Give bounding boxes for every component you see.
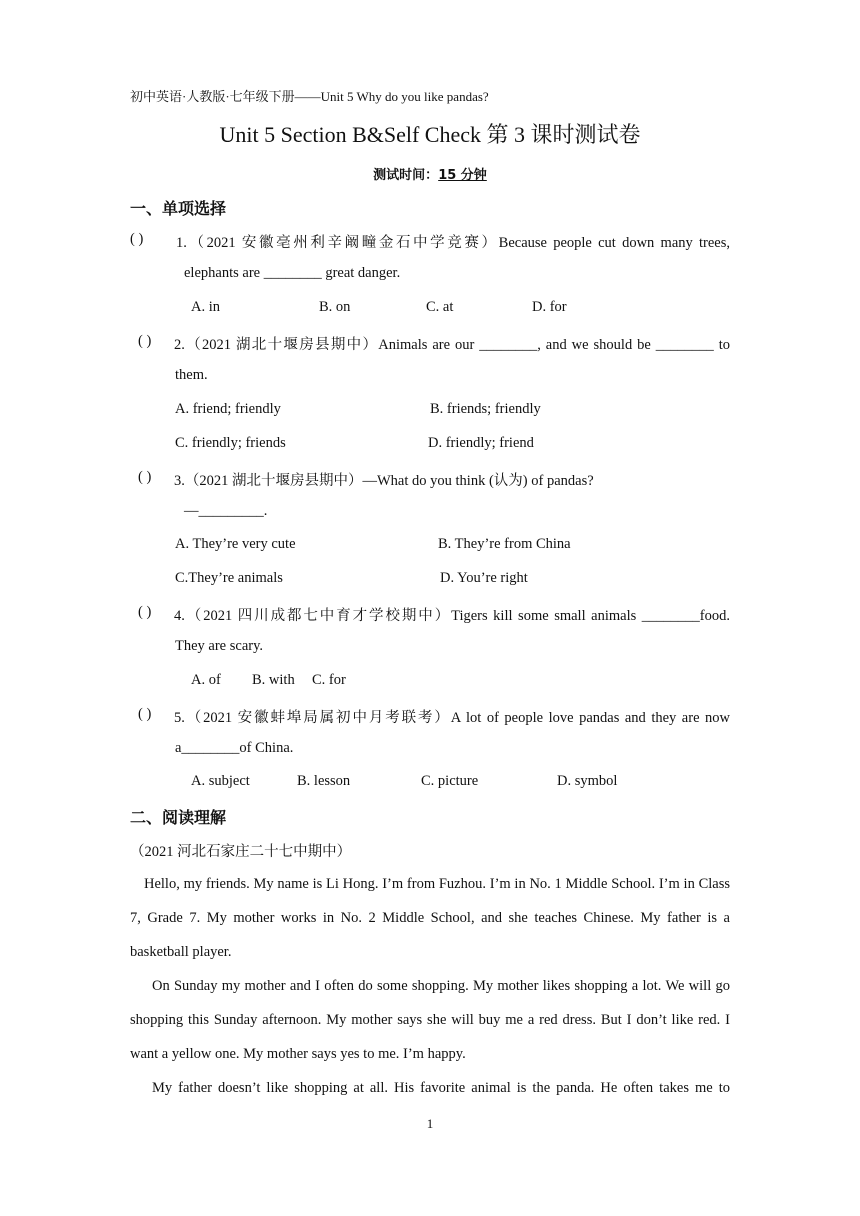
option: D. symbol [557,773,618,789]
option: C.They’re animals [175,570,283,586]
option: A. friend; friendly [175,401,281,417]
reading-source: （2021 河北石家庄二十七中期中） [130,844,352,860]
section-heading-reading: 二、阅读理解 [130,808,227,827]
question-5-line2: a________of China. [175,740,294,756]
answer-paren[interactable]: ( ) [138,469,152,485]
page-number: 1 [426,1116,434,1131]
option: B. with [252,672,295,688]
option: C. for [312,672,346,688]
option: A. subject [191,773,250,789]
answer-paren[interactable]: ( ) [130,231,144,247]
option: B. They’re from China [438,536,571,552]
question-2-line2: them. [175,367,208,383]
question-1-line2: elephants are ________ great danger. [184,265,401,281]
option: C. picture [421,773,479,789]
option: D. You’re right [440,570,528,586]
question-1-line1: 1.（2021 安徽亳州利辛阚疃金石中学竞赛）Because people cut down many trees, [176,235,730,251]
question-3-line1: 3.（2021 湖北十堰房县期中）—What do you think (认为) of pandas? [174,473,594,489]
question-4-line1: 4.（2021 四川成都七中育才学校期中）Tigers kill some small animals ________food. [174,608,730,624]
test-time-label: 测试时间： [373,168,439,183]
question-5-line1: 5.（2021 安徽蚌埠局属初中月考联考）A lot of people love pandas and they are now [174,710,730,726]
page-header: 初中英语·人教版·七年级下册——Unit 5 Why do you like pandas? [130,89,489,104]
option: C. friendly; friends [175,435,286,451]
option: B. on [319,299,351,315]
option: A. They’re very cute [175,536,296,552]
option: B. friends; friendly [430,401,541,417]
option: D. friendly; friend [428,435,534,451]
question-2-line1: 2.（2021 湖北十堰房县期中）Animals are our ________, and we should be ________ to [174,337,730,353]
page-title: Unit 5 Section B&Self Check 第 3 课时测试卷 [219,122,641,147]
reading-paragraph-1: Hello, my friends. My name is Li Hong. I’m from Fuzhou. I’m in No. 1 Middle School. I’m in Class 7, Grade 7. My mother works in No. 2 Middle School, and she teaches Chinese. My father is a basketball player. [130,876,730,960]
answer-paren[interactable]: ( ) [138,604,152,620]
answer-paren[interactable]: ( ) [138,706,152,722]
option: C. at [426,299,454,315]
option: D. for [532,299,567,315]
option: B. lesson [297,773,351,789]
option: A. in [191,299,220,315]
question-3-line2: —_________. [184,503,268,519]
test-time-value: 15 分钟 [438,168,487,183]
reading-paragraph-2: On Sunday my mother and I often do some shopping. My mother likes shopping a lot. We will go shopping this Sunday afternoon. My mother says she will buy me a red dress. But I don’t like red. I want a yellow one. My mother says yes to me. I’m happy. [130,978,730,1062]
section-heading-choice: 一、单项选择 [130,199,227,218]
option: A. of [191,672,221,688]
answer-paren[interactable]: ( ) [138,333,152,349]
test-time [0,164,860,183]
reading-paragraph-3: My father doesn’t like shopping at all. His favorite animal is the panda. He often takes me to [152,1080,730,1096]
question-4-line2: They are scary. [175,638,264,654]
